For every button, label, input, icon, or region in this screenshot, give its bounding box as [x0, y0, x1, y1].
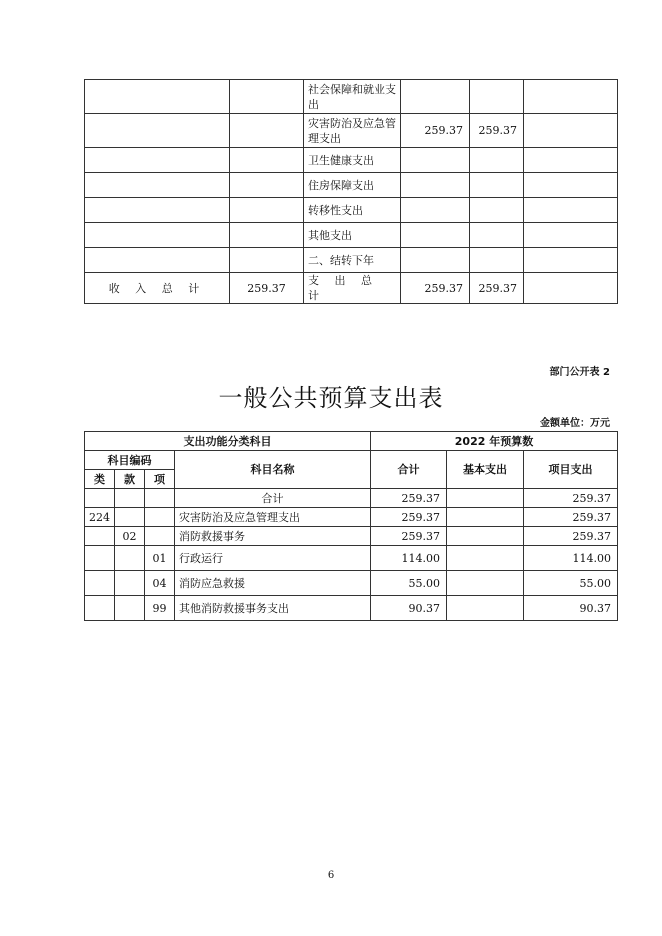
- cell-name: 合计: [175, 489, 371, 508]
- cell-name: 消防应急救援: [175, 571, 371, 596]
- cell-name: 灾害防治及应急管理支出: [175, 508, 371, 527]
- income-total-value: 259.37: [230, 273, 304, 304]
- table-tag: 部门公开表 2: [549, 367, 610, 378]
- cell-item: 住房保障支出: [304, 173, 401, 198]
- cell-xiang: 99: [145, 596, 175, 621]
- cell-total: 114.00: [371, 546, 447, 571]
- cell-project: 114.00: [524, 546, 618, 571]
- table-row: [85, 173, 618, 198]
- cell-total: 55.00: [371, 571, 447, 596]
- header-lei: 类: [85, 470, 115, 489]
- cell-basic: [447, 489, 524, 508]
- cell-project: 259.37: [524, 508, 618, 527]
- header-name: 科目名称: [175, 451, 371, 489]
- expense-total-value: 259.37: [401, 273, 470, 304]
- cell-basic: [447, 546, 524, 571]
- cell-value: 259.37: [470, 114, 524, 148]
- cell-basic: [447, 527, 524, 546]
- table-row: [85, 223, 618, 248]
- unit-label: 金额单位：万元: [540, 418, 610, 429]
- cell-basic: [447, 571, 524, 596]
- table-row: [85, 546, 618, 571]
- cell-item: 灾害防治及应急管理支出: [304, 114, 401, 148]
- cell-item: 转移性支出: [304, 198, 401, 223]
- cell-xiang: 01: [145, 546, 175, 571]
- cell-total: 90.37: [371, 596, 447, 621]
- header-kuan: 款: [115, 470, 145, 489]
- header-group-left: 支出功能分类科目: [85, 432, 371, 451]
- cell-name: 行政运行: [175, 546, 371, 571]
- table-row: [85, 198, 618, 223]
- table-row: [85, 80, 618, 114]
- header-project: 项目支出: [524, 451, 618, 489]
- cell-item: 二、结转下年: [304, 248, 401, 273]
- table-row: [85, 571, 618, 596]
- cell-item: 社会保障和就业支出: [304, 80, 401, 114]
- general-budget-expense-table: [84, 431, 618, 621]
- total-row: [85, 273, 618, 304]
- cell-total: 259.37: [371, 508, 447, 527]
- header-group-right: 2022 年预算数: [371, 432, 618, 451]
- table-row: [85, 248, 618, 273]
- table-row: [85, 596, 618, 621]
- cell-total: 259.37: [371, 527, 447, 546]
- expense-total-label: 支 出 总 计: [304, 273, 401, 304]
- cell-kuan: 02: [115, 527, 145, 546]
- header-xiang: 项: [145, 470, 175, 489]
- table-row: [85, 508, 618, 527]
- cell-name: 消防救援事务: [175, 527, 371, 546]
- cell-project: 259.37: [524, 527, 618, 546]
- cell-item: 卫生健康支出: [304, 148, 401, 173]
- table-row: [85, 527, 618, 546]
- cell-basic: [447, 508, 524, 527]
- header-row: [85, 432, 618, 451]
- header-basic: 基本支出: [447, 451, 524, 489]
- table-row: [85, 489, 618, 508]
- income-total-label: 收 入 总 计: [85, 273, 230, 304]
- header-row: [85, 451, 618, 470]
- cell-project: 259.37: [524, 489, 618, 508]
- cell-item: 其他支出: [304, 223, 401, 248]
- cell-project: 90.37: [524, 596, 618, 621]
- cell-value: 259.37: [401, 114, 470, 148]
- cell-lei: 224: [85, 508, 115, 527]
- table-row: [85, 114, 618, 148]
- income-expense-table-continued: [84, 79, 618, 304]
- cell-project: 55.00: [524, 571, 618, 596]
- header-total: 合计: [371, 451, 447, 489]
- page-number: 6: [327, 870, 335, 881]
- cell-xiang: 04: [145, 571, 175, 596]
- cell-total: 259.37: [371, 489, 447, 508]
- cell-name: 其他消防救援事务支出: [175, 596, 371, 621]
- cell-basic: [447, 596, 524, 621]
- header-code: 科目编码: [85, 451, 175, 470]
- page-title: 一般公共预算支出表: [218, 384, 444, 412]
- expense-total-value-2: 259.37: [470, 273, 524, 304]
- table-row: [85, 148, 618, 173]
